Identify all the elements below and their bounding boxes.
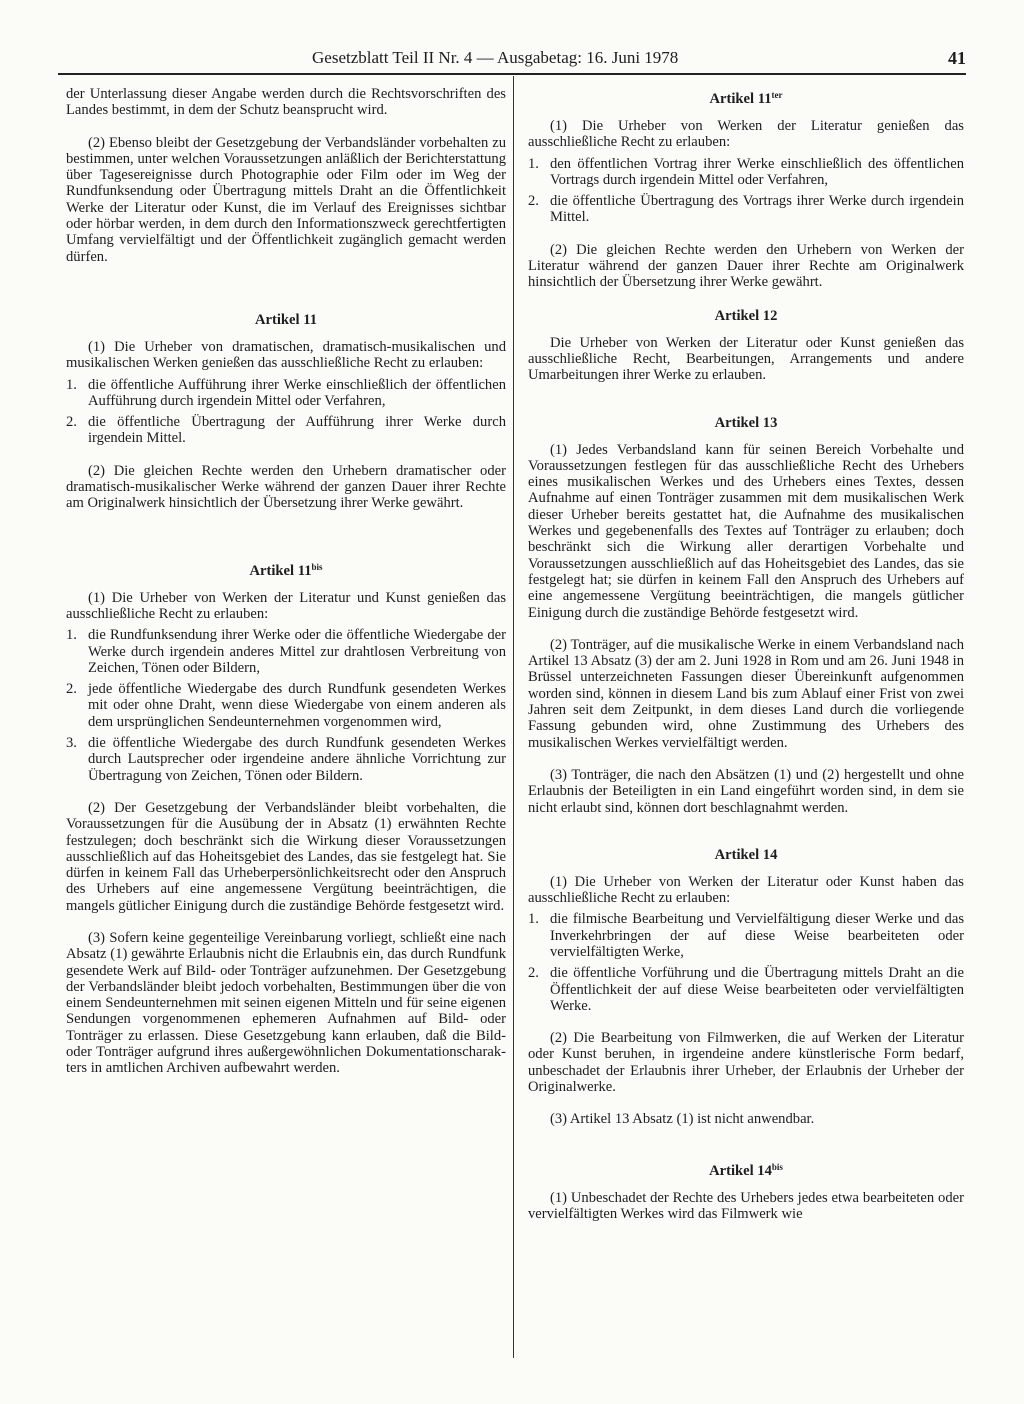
article-heading: Artikel 11 — [254, 311, 318, 328]
article-heading: Artikel 12 — [714, 307, 778, 324]
list-item: 2. die öffentliche Übertragung der Aufführung ihrer Werke durch irgendein Mittel. — [66, 414, 506, 447]
paragraph: (1) Die Urheber von Werken der Literatur genießen das ausschließliche Recht zu erlauben: — [528, 118, 964, 151]
page-header — [60, 48, 966, 72]
enumeration — [66, 627, 506, 784]
article-heading: Artikel 13 — [714, 414, 778, 431]
enumeration — [528, 156, 964, 226]
list-item: 1. die filmische Bearbeitung und Vervielfältigung dieser Werke und das Inverkehrbringen der auf diese Weise bearbeiteten oder vervielfältigten Werke, — [528, 911, 964, 960]
paragraph: (1) Die Urheber von Werken der Literatur und Kunst genießen das ausschließliche Recht zu erlauben: — [66, 589, 506, 622]
header-rule — [58, 73, 966, 75]
paragraph: (1) Jedes Verbandsland kann für seinen Bereich Vorbehalte und Voraussetzungen festlegen für das ausschließliche Recht des Urhebers eines musikalischen Werkes und des Urhebers eines Textes, dessen Aufnahme auf einen Tonträger zusammen mit dem musikalischen Werk dieser Urheber bereits gestattet hat, die Aufnahme des musikalischen Werkes und gegebenenfalls des Textes auf Tonträger zu erlauben; doch beschränkt sich die Wirkung aller derartigen Vorbehalte und Voraussetzungen ausschließlich auf das Hoheitsgebiet des Landes, das sie festgelegt hat; sie dürfen in keinem Fall den Anspruch des Urhebers auf eine angemessene Vergütung beeinträchtigen, die mangels gütlicher Einigung durch die zuständige Behörde festgesetzt wird. — [528, 441, 964, 621]
paragraph: (1) Die Urheber von dramatischen, dramatisch-musikalischen und musikalischen Werken genießen das ausschließliche Recht zu erlauben: — [66, 338, 506, 372]
paragraph: (2) Die gleichen Rechte werden den Urhebern dramatischer oder dramatisch-musikalischer Werke während der ganzen Dauer ihrer Rechte am Originalwerk hinsichtlich der Übersetzung ihrer Werke gewährt. — [66, 462, 506, 512]
enumeration — [528, 911, 964, 1014]
list-item: 2. die öffentliche Übertragung des Vortrags ihrer Werke durch irgendein Mittel. — [528, 193, 964, 226]
header-title: Gesetzblatt Teil II Nr. 4 — Ausgabetag: 16. Juni 1978 — [312, 48, 679, 67]
article-heading: Artikel 14 — [714, 846, 778, 863]
article-heading: Artikel $11^{ter}$ — [709, 90, 783, 107]
list-item: 2. jede öffentliche Wiedergabe des durch Rundfunk gesendeten Werkes mit oder ohne Draht, wenn diese Wiedergabe von einem anderen als dem ursprünglichen Sendeunternehmen vorgenommen wird, — [66, 681, 506, 730]
page-number: 41 — [948, 48, 966, 68]
article-heading: Artikel $14^{bis}$ — [709, 1161, 783, 1179]
paragraph: (2) Ebenso bleibt der Gesetzgebung der Verbandsländer vorbehalten zu bestimmen, unter welchen Voraussetzungen anläßlich der Berichterstattung über Tagesereignisse durch Photographie oder Film oder im Weg der Rundfunksendung oder Übertragung mittels Draht an die Öffentlichkeit Werke der Literatur oder Kunst, die im Verlauf des Ereignisses sichtbar oder hörbar werden, in dem durch den Informationszweck gerechtfertigten Umfang vervielfältigt und der Öffentlichkeit zugänglich gemacht werden dürfen. — [66, 134, 506, 265]
enumeration — [66, 377, 506, 447]
paragraph: (3) Artikel 13 Absatz (1) ist nicht anwendbar. — [550, 1111, 815, 1128]
left-column — [66, 86, 506, 1077]
article-heading: Artikel $11^{bis}$ — [249, 561, 323, 579]
paragraph: (1) Die Urheber von Werken der Literatur oder Kunst haben das ausschließliche Recht zu erlauben: — [528, 873, 964, 907]
paragraph: (2) Der Gesetzgebung der Verbandsländer bleibt vorbehalten, die Voraussetzungen für die Ausübung der in Absatz (1) erwähnten Rechte festzulegen; doch beschränkt sich die Wirkung dieser Voraussetzungen ausschließlich auf das Hoheitsgebiet des Landes, das sie festgelegt hat. Sie dürfen in keinem Fall das Urheberpersönlichkeitsrecht oder den Anspruch des Urhebers auf eine angemessene Vergütung beeinträchtigen, die mangels gütlicher Einigung durch die zuständige Behörde festgesetzt wird. — [66, 799, 506, 914]
paragraph: der Unterlassung dieser Angabe werden durch die Rechtsvorschriften des Landes bestimmt, in dem der Schutz beansprucht wird. — [66, 86, 506, 119]
paragraph: (2) Die Bearbeitung von Filmwerken, die auf Werken der Literatur oder Kunst beruhen, in irgendeine andere künstlerische Form bedarf, unbeschadet der Erlaubnis ihrer Urheber, der Erlaubnis der Urheber der Originalwerke. — [528, 1030, 964, 1096]
list-item: 1. den öffentlichen Vortrag ihrer Werke einschließlich des öffentlichen Vortrags durch irgendein Mittel oder Verfahren, — [528, 155, 964, 188]
list-item: 2. die öffentliche Vorführung und die Übertragung mittels Draht an die Öffentlichkeit der auf diese Weise bearbeiteten oder vervielfältigten Werke. — [528, 965, 964, 1014]
paragraph: Die Urheber von Werken der Literatur oder Kunst genießen das ausschließliche Recht, Bearbeitungen, Arrangements und andere Umarbeitungen ihrer Werke zu erlauben. — [528, 334, 964, 384]
paragraph: (1) Unbeschadet der Rechte des Urhebers jedes etwa bearbeiteten oder vervielfältigten Werkes wird das Filmwerk wie — [528, 1189, 964, 1222]
list-item: 3. die öffentliche Wiedergabe des durch Rundfunk gesendeten Werkes durch Lautsprecher oder irgendeine andere ähnliche Vorrichtung zur Übertragung von Zeichen, Tönen oder Bildern. — [66, 735, 506, 784]
column-divider — [513, 76, 514, 1358]
paragraph: (2) Tonträger, auf die musikalische Werke in einem Verbandsland nach Artikel 13 Absatz (3) der am 2. Juni 1928 in Rom und am 26. Juni 1948 in Brüssel unterzeichneten Fassungen dieser Übereinkunft aufgenommen worden sind, können in diesem Land bis zum Ablauf einer Frist von zwei Jahren seit dem Zeitpunkt, in dem dieses Land durch die vorliegende Fassung gebunden wird, ohne Zustimmung des Urhebers des musikalischen Werkes vervielfältigt werden. — [528, 636, 964, 751]
list-item: 1. die öffentliche Aufführung ihrer Werke einschließlich der öffentlichen Aufführung durch irgendein Mittel oder Verfahren, — [66, 376, 506, 409]
paragraph: (2) Die gleichen Rechte werden den Urhebern von Werken der Literatur während der ganzen Dauer ihrer Rechte am Originalwerk hinsichtlich der Übersetzung ihrer Werke gewährt. — [528, 241, 964, 291]
paragraph: (3) Sofern keine gegenteilige Vereinbarung vorliegt, schließt eine nach Absatz (1) gewährte Erlaubnis nicht die Erlaubnis ein, das durch Rundfunk gesendete Werk auf Bild- oder Tonträger aufzunehmen. Der Gesetzgebung der Verbandsländer bleibt jedoch vorbehalten, Bestimmungen über die von einem Sendeunternehmen mit seinen eigenen Mitteln und für seine eigenen Sendungen vorgenommenen ephemeren Aufnahmen auf Bild- oder Tonträger zu erlassen. Diese Gesetzgebung kann erlauben, daß die Bild- oder Tonträger aufgrund ihres außergewöhnlichen Dokumentationscharakters in amtlichen Archiven aufbewahrt werden. — [66, 929, 506, 1077]
list-item: 1. die Rundfunksendung ihrer Werke oder die öffentliche Wiedergabe der Werke durch irgendein anderes Mittel zur drahtlosen Verbreitung von Zeichen, Tönen oder Bildern, — [66, 627, 506, 676]
paragraph: (3) Tonträger, die nach den Absätzen (1) und (2) hergestellt und ohne Erlaubnis der Beteiligten in ein Land eingeführt worden sind, in dem sie nicht erlaubt sind, können dort beschlagnahmt werden. — [528, 766, 964, 816]
right-column — [528, 86, 964, 1222]
